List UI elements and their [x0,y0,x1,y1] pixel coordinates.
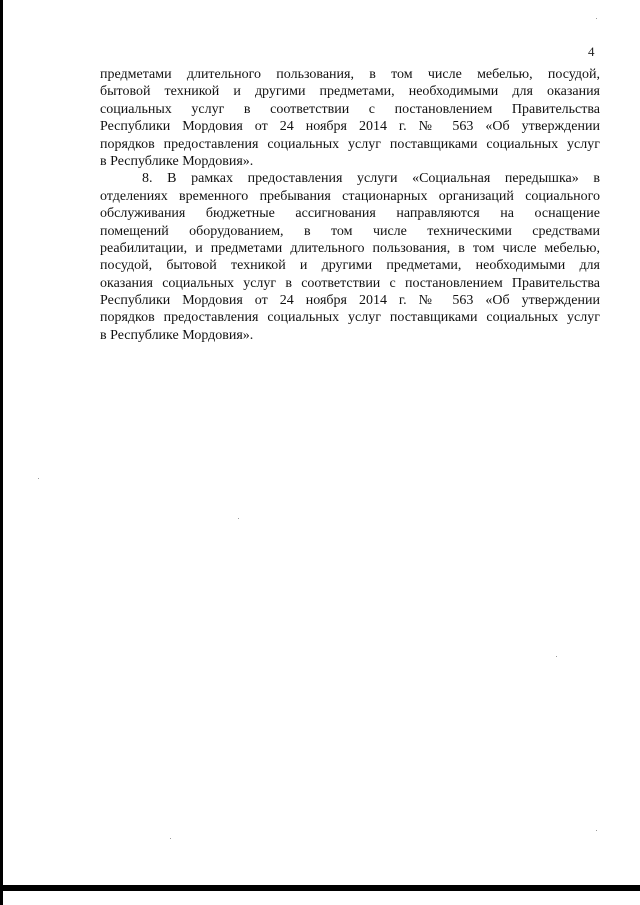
text-line: социальных услуг в соответствии с постановлением Правительства [100,101,600,117]
text-line: предметами длительного пользования, в том числе мебелью, посудой, [100,67,600,82]
text-line: обслуживания бюджетные ассигнования направляются на оснащение [100,206,600,222]
scan-edge-left [0,0,3,905]
paragraph-item-8 [100,170,600,344]
text-line: Республики Мордовия от 24 ноября 2014 г. № 563 «Об утверждении [100,293,600,309]
text-line: посудой, бытовой техникой и другими предметами, необходимыми для [100,258,600,274]
text-line: помещений оборудованием, в том числе техническими средствами [100,223,600,239]
text-line: оказания социальных услуг в соответствии с постановлением Правительства [100,275,600,291]
text-line: порядков предоставления социальных услуг поставщиками социальных услуг [100,136,600,152]
paragraph-continuation [100,66,600,170]
scan-speck [556,656,557,657]
text-line: 8. В рамках предоставления услуги «Социальная передышка» в [142,171,600,187]
text-line: бытовой техникой и другими предметами, необходимыми для оказания [100,84,600,100]
page-number: 4 [588,44,595,59]
text-line: в Республике Мордовия». [100,153,254,169]
text-line: реабилитации, и предметами длительного пользования, в том числе мебелью, [100,240,600,256]
scan-speck [170,838,171,839]
body-text [100,66,600,344]
text-line: порядков предоставления социальных услуг поставщиками социальных услуг [100,310,600,326]
text-line: отделениях временного пребывания стационарных организаций социального [100,188,600,204]
scan-speck [38,478,39,479]
scan-edge-bottom [0,885,640,891]
scan-speck [596,18,597,19]
scan-speck [596,830,597,831]
scan-speck [238,518,239,519]
text-line: в Республике Мордовия». [100,327,254,343]
text-line: Республики Мордовия от 24 ноября 2014 г. № 563 «Об утверждении [100,119,600,135]
